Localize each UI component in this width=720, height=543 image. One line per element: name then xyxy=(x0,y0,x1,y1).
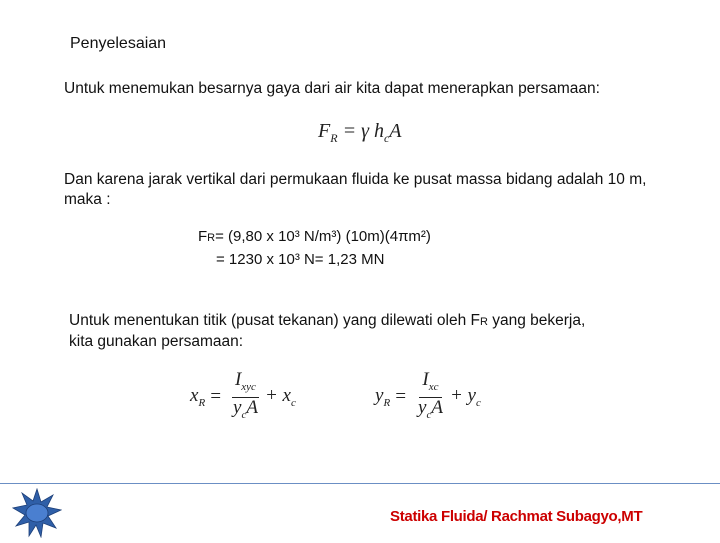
eq2-den: y xyxy=(233,396,242,418)
p3-text-after: yang bekerja, xyxy=(487,312,586,329)
eq2-num: I xyxy=(234,369,242,390)
calculation-block xyxy=(198,226,431,270)
intro-paragraph: Untuk menemukan besarnya gaya dari air kita dapat menerapkan persamaan: xyxy=(64,80,600,97)
star-logo-icon xyxy=(12,488,62,538)
eq3-lhs: y xyxy=(375,385,384,407)
eq1-rhs-sub: c xyxy=(383,131,390,145)
eq2-fraction xyxy=(230,370,261,425)
eq2-lhs-sub: R xyxy=(198,397,206,410)
calc-line-1-rest: = (9,80 x 10³ N/m³) (10m)(4πm²) xyxy=(215,228,431,245)
explanation-paragraph: Dan karena jarak vertikal dari permukaan fluida ke pusat massa bidang adalah 10 m, maka : xyxy=(64,171,647,208)
eq2-den-tail: A xyxy=(246,396,258,418)
calc-line-1 xyxy=(198,226,431,249)
eq3-fraction xyxy=(415,370,446,425)
eq2-den-sub: c xyxy=(241,408,247,421)
eq3-num-sub: xc xyxy=(428,380,439,393)
eq1-rhs: γ h xyxy=(361,120,384,142)
p3-line-2: kita gunakan persamaan: xyxy=(69,333,244,350)
eq3-den-tail: A xyxy=(431,396,443,418)
xr-equation: $x_R$ = $\frac{I_{xyc}}{y_cA}$ + $x_c$ xyxy=(190,370,296,425)
eq2-plus: + x xyxy=(264,385,291,407)
yr-equation: $y_R$ = $\frac{I_{xc}}{y_cA}$ + $y_c$ xyxy=(375,370,481,425)
eq2-plus-sub: c xyxy=(290,397,296,410)
footer-credit: Statika Fluida/ Rachmat Subagyo,MT xyxy=(390,508,643,525)
eq1-tail: A xyxy=(389,120,402,142)
page-heading: Penyelesaian xyxy=(70,35,167,52)
eq2-lhs: x xyxy=(190,385,199,407)
eq3-plus: + y xyxy=(449,385,476,407)
eq1-lhs-sub: R xyxy=(330,131,338,145)
p3-line-1 xyxy=(69,311,669,332)
eq3-num: I xyxy=(422,369,429,390)
eq2-num-sub: xyc xyxy=(241,380,256,393)
center-pressure-paragraph xyxy=(69,311,669,352)
eq3-den: y xyxy=(418,396,427,418)
p3-text-before: Untuk menentukan titik (pusat tekanan) yang dilewati oleh F xyxy=(69,312,480,329)
force-equation xyxy=(318,120,402,146)
eq3-den-sub: c xyxy=(426,408,432,421)
footer-divider xyxy=(0,483,720,484)
eq1-equals: = xyxy=(342,120,357,142)
eq3-plus-sub: c xyxy=(475,397,481,410)
eq3-lhs-sub: R xyxy=(383,397,391,410)
p3-sub: R xyxy=(479,316,488,328)
calc-f-sub: R xyxy=(207,232,216,244)
eq1-lhs: F xyxy=(318,120,331,142)
calc-line-2: = 1230 x 10³ N= 1,23 MN xyxy=(216,251,385,268)
calc-f: F xyxy=(198,228,208,245)
